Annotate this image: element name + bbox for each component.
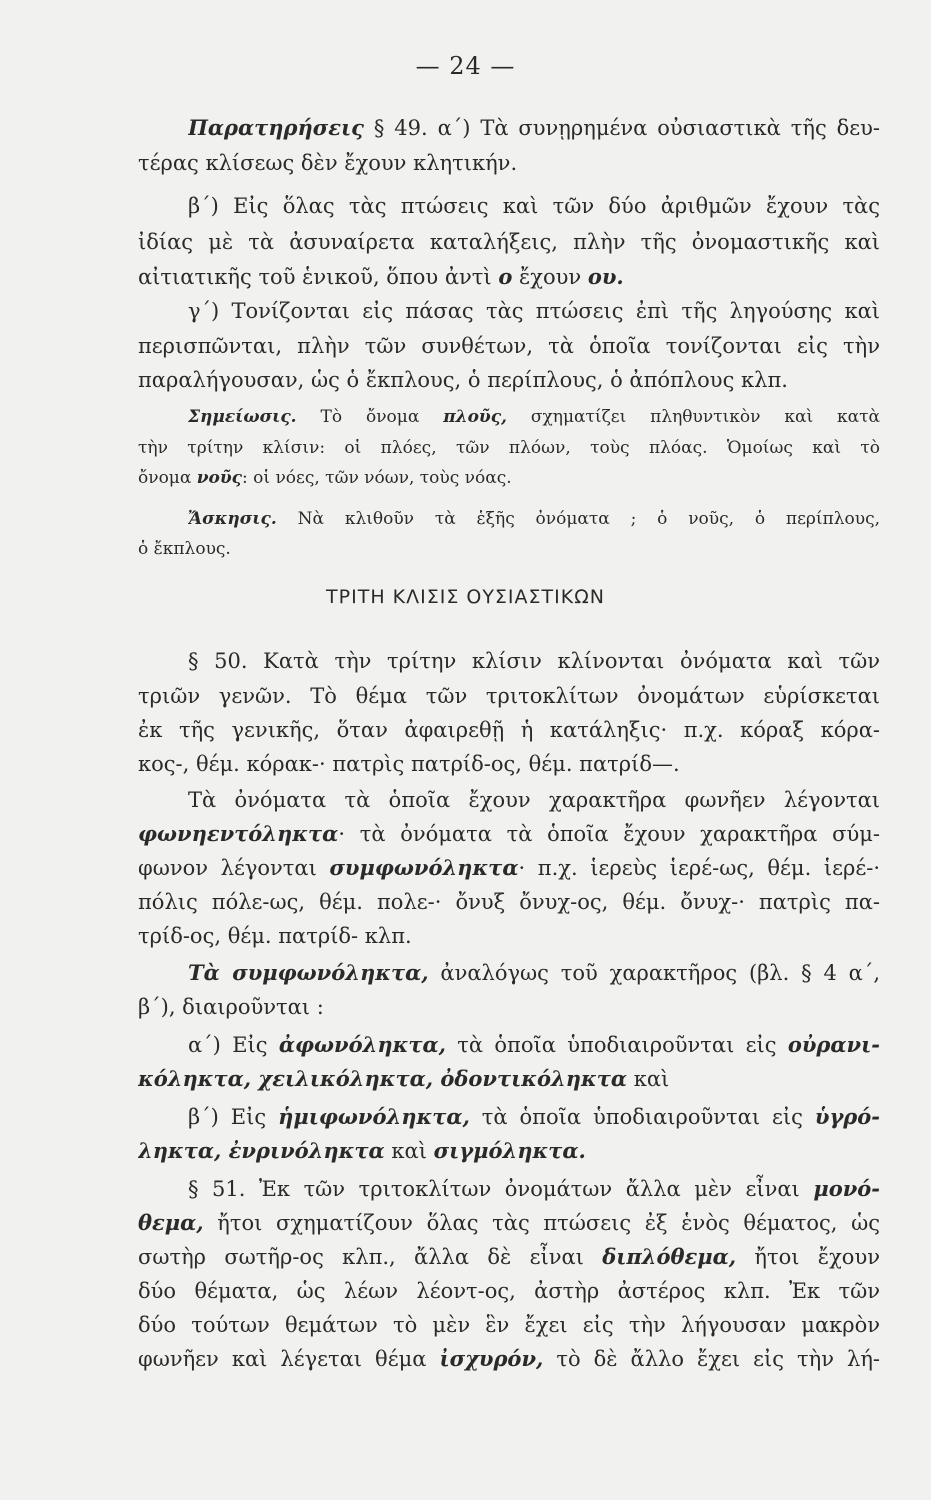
emphasis-text: ου.	[587, 264, 624, 289]
text-line	[138, 364, 880, 398]
text-run: ὁ ἔκπλους.	[138, 539, 231, 559]
text-line	[138, 1135, 880, 1169]
text-line	[138, 886, 880, 920]
text-line	[188, 1029, 880, 1063]
text-run: § 51. Ἐκ τῶν τριτοκλίτων ὀνομάτων ἄλλα μὲν εἶναι	[188, 1177, 814, 1201]
text-line	[138, 1309, 880, 1343]
emphasis-text: σιγμόληκτα.	[433, 1138, 586, 1163]
text-line	[138, 852, 880, 886]
emphasis-text: Ἄσκησις.	[188, 509, 277, 529]
text-line	[138, 991, 880, 1025]
emphasis-text: συμφωνόληκτα	[329, 855, 519, 880]
text-run: β΄), διαιροῦνται :	[138, 995, 324, 1019]
emphasis-text: θεμα,	[138, 1210, 204, 1235]
text-run: ἰδίας μὲ τὰ ἀσυναίρετα καταλήξεις, πλὴν τῆς ὀνομαστικῆς καὶ	[138, 230, 880, 254]
text-run: : οἱ νόες, τῶν νόων, τοὺς νόας.	[242, 468, 512, 488]
text-run: παραλήγουσαν, ὡς ὁ ἔκπλους, ὁ περίπλους, ὁ ἀπόπλους κλπ.	[138, 368, 788, 392]
text-line	[188, 505, 880, 535]
text-line	[138, 818, 880, 852]
text-run: φωνον λέγονται	[138, 856, 330, 880]
text-line	[188, 1173, 880, 1207]
text-run: · π.χ. ἱερεὺς ἱερέ-ως, θέμ. ἱερέ-·	[518, 856, 880, 880]
text-line	[138, 1275, 880, 1309]
text-run: φωνῆεν καὶ λέγεται θέμα	[138, 1347, 440, 1371]
text-run: τριῶν γενῶν. Τὸ θέμα τῶν τριτοκλίτων ὀνομάτων εὑρίσκεται	[138, 684, 880, 708]
emphasis-text: ἡμιφωνόληκτα,	[278, 1104, 470, 1129]
text-line	[188, 1101, 880, 1135]
text-line	[138, 748, 880, 782]
text-run: γ΄) Τονίζονται εἰς πάσας τὰς πτώσεις ἐπὶ τῆς ληγούσης καὶ	[188, 299, 880, 323]
text-run: πόλις πόλε-ως, θέμ. πολε-· ὄνυξ ὄνυχ-ος, θέμ. ὄνυχ-· πατρὶς πα-	[138, 890, 880, 914]
emphasis-text: ἀφωνόληκτα,	[278, 1032, 446, 1057]
emphasis-text: φωνηεντόληκτα	[138, 821, 339, 846]
text-run: τὰ ὁποῖα ὑποδιαιροῦνται εἰς	[445, 1033, 788, 1057]
text-run: ἀναλόγως τοῦ χαρακτῆρος (βλ. § 4 α΄,	[428, 961, 880, 985]
text-run: τέρας κλίσεως δὲν ἔχουν κλητικήν.	[138, 151, 518, 175]
text-run: ἐκ τῆς γενικῆς, ὅταν ἀφαιρεθῇ ἡ κατάληξις· π.χ. κόραξ κόρα-	[138, 718, 880, 742]
text-line	[138, 1063, 880, 1097]
text-run: κος-, θέμ. κόρακ-· πατρὶς πατρίδ-ος, θέμ. πατρίδ—.	[138, 752, 680, 776]
text-run: Νὰ κλιθοῦν τὰ ἑξῆς ὀνόματα ; ὁ νοῦς, ὁ περίπλους,	[276, 509, 880, 529]
text-run: Τὸ ὄνομα	[296, 407, 444, 427]
text-run: τὸ δὲ ἄλλο ἔχει εἰς τὴν λή-	[543, 1347, 880, 1371]
text-line	[188, 957, 880, 991]
text-run: ἔχουν	[512, 265, 588, 289]
emphasis-text: νοῦς	[196, 468, 243, 488]
text-run: καὶ	[627, 1067, 670, 1091]
text-line	[138, 226, 880, 260]
text-line	[138, 147, 880, 181]
emphasis-text: ληκτα, ἐνρινόληκτα	[138, 1138, 385, 1163]
text-line	[138, 1343, 880, 1377]
emphasis-text: ο	[498, 264, 513, 289]
text-line	[138, 464, 880, 494]
text-line	[138, 1241, 880, 1275]
text-line	[188, 645, 880, 679]
emphasis-text: Τὰ συμφωνόληκτα,	[188, 960, 429, 985]
text-run: Τὰ ὀνόματα τὰ ὁποῖα ἔχουν χαρακτῆρα φωνῆεν λέγονται	[188, 788, 880, 812]
emphasis-text: ἰσχυρόν,	[439, 1346, 544, 1371]
text-line	[188, 190, 880, 224]
emphasis-text: πλοῦς,	[443, 407, 507, 427]
emphasis-text: κόληκτα, χειλικόληκτα, ὀδοντικόληκτα	[138, 1066, 628, 1091]
text-run: τὴν τρίτην κλίσιν: οἱ πλόες, τῶν πλόων, τοὺς πλόας. Ὁμοίως καὶ τὸ	[138, 438, 880, 458]
emphasis-text: Σημείωσις.	[188, 407, 297, 427]
text-run: · τὰ ὀνόματα τὰ ὁποῖα ἔχουν χαρακτῆρα σύμ-	[338, 822, 880, 846]
section-heading: ΤΡΙΤΗ ΚΛΙΣΙΣ ΟΥΣΙΑΣΤΙΚΩΝ	[326, 586, 605, 608]
text-line	[138, 714, 880, 748]
text-run: καὶ	[384, 1139, 434, 1163]
text-run: σχηματίζει πληθυντικὸν καὶ κατὰ	[506, 407, 880, 427]
text-run: ἤτοι σχηματίζουν ὅλας τὰς πτώσεις ἐξ ἑνὸς θέματος, ὡς	[203, 1211, 880, 1235]
text-run: δύο θέματα, ὡς λέων λέοντ-ος, ἀστὴρ ἀστέρος κλπ. Ἐκ τῶν	[138, 1279, 880, 1303]
text-run: α΄) Εἰς	[188, 1033, 279, 1057]
text-line	[188, 784, 880, 818]
text-line	[188, 112, 880, 146]
text-line	[138, 680, 880, 714]
text-run: τρίδ-ος, θέμ. πατρίδ- κλπ.	[138, 924, 412, 948]
text-line	[188, 403, 880, 433]
emphasis-text: μονό-	[813, 1176, 880, 1201]
emphasis-text: διπλόθεμα,	[602, 1244, 737, 1269]
text-line	[138, 261, 880, 295]
emphasis-text: ὑγρό-	[814, 1104, 880, 1129]
text-run: § 49. α΄) Τὰ συνῃρημένα οὐσιαστικὰ τῆς δευ-	[363, 116, 880, 140]
text-run: αἰτιατικῆς τοῦ ἑνικοῦ, ὅπου ἀντὶ	[138, 265, 499, 289]
text-line	[138, 535, 880, 565]
text-run: β΄) Εἰς	[188, 1105, 279, 1129]
emphasis-text: Παρατηρήσεις	[188, 115, 364, 140]
page-number: — 24 —	[415, 52, 516, 80]
text-run: τὰ ὁποῖα ὑποδιαιροῦνται εἰς	[469, 1105, 815, 1129]
text-run: δύο τούτων θεμάτων τὸ μὲν ἓν ἔχει εἰς τὴν λήγουσαν μακρὸν	[138, 1313, 880, 1337]
text-run: σωτὴρ σωτῆρ-ος κλπ., ἄλλα δὲ εἶναι	[138, 1245, 603, 1269]
text-run: περισπῶνται, πλὴν τῶν συνθέτων, τὰ ὁποῖα τονίζονται εἰς τὴν	[138, 334, 880, 358]
text-line	[138, 330, 880, 364]
text-run: ὄνομα	[138, 468, 197, 488]
text-run: § 50. Κατὰ τὴν τρίτην κλίσιν κλίνονται ὀνόματα καὶ τῶν	[188, 649, 880, 673]
text-run: ἤτοι ἔχουν	[736, 1245, 880, 1269]
text-line	[138, 434, 880, 464]
emphasis-text: οὐρανι-	[787, 1032, 880, 1057]
text-line	[188, 295, 880, 329]
text-line	[138, 1207, 880, 1241]
text-line	[138, 920, 880, 954]
text-run: β΄) Εἰς ὅλας τὰς πτώσεις καὶ τῶν δύο ἀριθμῶν ἔχουν τὰς	[188, 194, 880, 218]
